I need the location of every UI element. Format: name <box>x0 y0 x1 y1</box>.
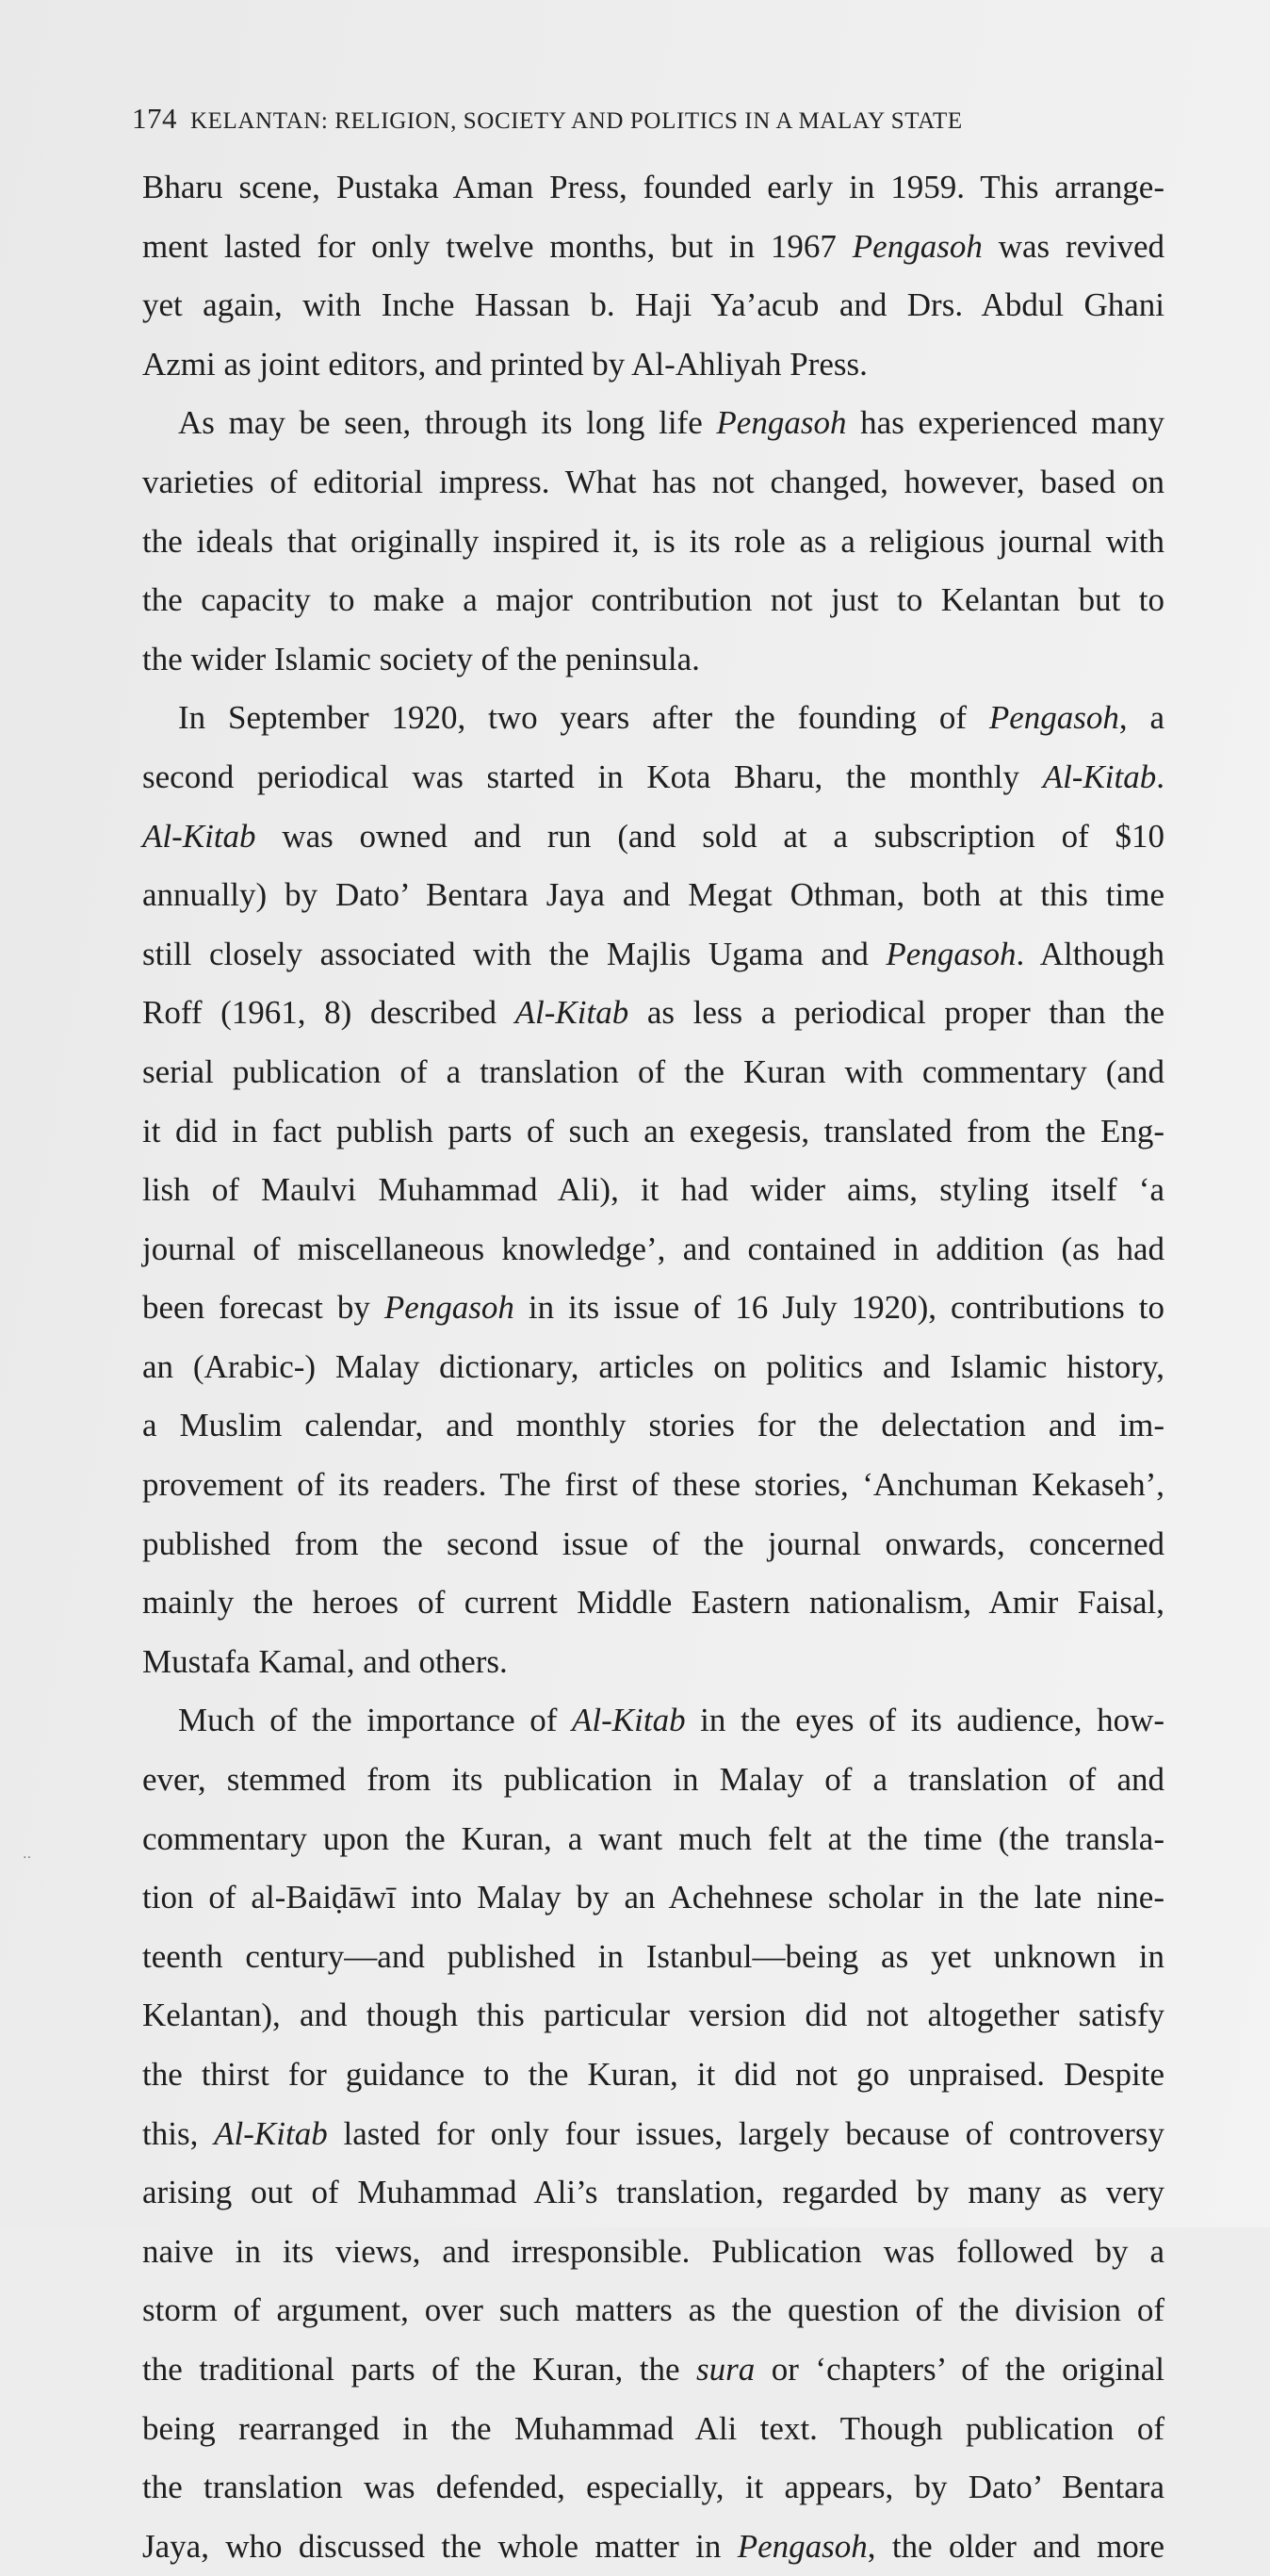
text-line <box>142 218 1164 277</box>
text-line <box>142 2458 1164 2518</box>
text-line <box>142 1161 1164 1220</box>
text-line <box>142 1515 1164 1574</box>
text-run: serial publication of a translation of the Kuran with commentary (and <box>142 1052 1164 1090</box>
text-run: journal of miscellaneous knowledge’, and contained in addition (as had <box>142 1230 1164 1267</box>
text-run: it did in fact publish parts of such an exegesis, translated from the Eng- <box>142 1112 1164 1149</box>
text-run: Bharu scene, Pustaka Aman Press, founded early in 1959. This arrange- <box>142 169 1164 205</box>
text-run: Roff (1961, 8) described <box>142 994 515 1032</box>
text-run: has experienced many <box>846 404 1164 442</box>
text-line <box>142 689 1164 748</box>
text-run: the wider Islamic society of the peninsula. <box>142 640 700 677</box>
text-line <box>142 1810 1164 1869</box>
text-run: Azmi as joint editors, and printed by Al-Ahliyah Press. <box>142 345 868 383</box>
text-run: been forecast by <box>142 1289 384 1327</box>
text-run: the traditional parts of the Kuran, the <box>142 2350 697 2388</box>
text-run: storm of argument, over such matters as the question of the division of <box>142 2291 1164 2329</box>
running-head <box>132 102 1112 136</box>
text-run: mainly the heroes of current Middle Eastern nationalism, Amir Faisal, <box>142 1584 1164 1622</box>
text-line <box>142 2046 1164 2105</box>
text-line <box>142 807 1164 867</box>
text-run: Mustafa Kamal, and others. <box>142 1642 508 1680</box>
text-run: . Although <box>1016 935 1164 972</box>
text-line <box>142 158 1164 218</box>
text-run: was revived <box>982 227 1164 265</box>
text-line <box>142 1279 1164 1338</box>
italic-title: Pengasoh <box>383 1289 514 1327</box>
text-line <box>142 630 1164 690</box>
paragraph <box>142 689 1164 1691</box>
text-run: provement of its readers. The first of these stories, ‘Anchuman Kekaseh’, <box>142 1466 1164 1504</box>
text-line <box>142 1928 1164 1987</box>
italic-title: Pengasoh <box>852 227 983 265</box>
text-line <box>142 453 1164 513</box>
text-run: . <box>1156 758 1164 795</box>
italic-title: Pengasoh <box>886 935 1017 972</box>
text-line <box>142 1396 1164 1456</box>
text-run: naive in its views, and irresponsible. Publication was followed by a <box>142 2232 1164 2270</box>
text-run: teenth century—and published in Istanbul—being as yet unknown in <box>142 1937 1164 1975</box>
text-run: annually) by Dato’ Bentara Jaya and Megat Othman, both at this time <box>142 876 1164 914</box>
text-run: the capacity to make a major contribution not just to Kelantan but to <box>142 581 1164 619</box>
text-run: tion of al-Baiḍāwī into Malay by an Achehnese scholar in the late nine- <box>142 1879 1164 1916</box>
text-run: ever, stemmed from its publication in Malay of a translation of and <box>142 1761 1164 1799</box>
text-line <box>142 1456 1164 1515</box>
text-run: in the eyes of its audience, how- <box>685 1702 1165 1739</box>
text-line <box>142 2400 1164 2459</box>
text-run: the translation was defended, especially, it appears, by Dato’ Bentara <box>142 2469 1164 2506</box>
text-line <box>142 1573 1164 1633</box>
text-line <box>142 866 1164 925</box>
paragraph <box>142 158 1164 394</box>
text-line <box>142 513 1164 572</box>
running-head-title: KELANTAN: RELIGION, SOCIETY AND POLITICS IN A MALAY STATE <box>190 108 963 134</box>
text-line <box>142 571 1164 630</box>
text-run: in its issue of 16 July 1920), contributions to <box>513 1289 1164 1327</box>
text-line <box>142 2223 1164 2282</box>
text-run: ment lasted for only twelve months, but in 1967 <box>142 227 853 265</box>
text-line <box>142 394 1164 453</box>
text-line <box>142 1633 1164 1692</box>
paragraph <box>142 1691 1164 2576</box>
text-run: this, <box>142 2114 215 2152</box>
italic-title: sura <box>696 2350 756 2388</box>
text-run: arising out of Muhammad Ali’s translation, regarded by many as very <box>142 2174 1164 2211</box>
text-line <box>142 2518 1164 2576</box>
text-line <box>142 1102 1164 1162</box>
text-run: lasted for only four issues, largely because of controversy <box>327 2114 1164 2152</box>
text-run: an (Arabic-) Malay dictionary, articles on politics and Islamic history, <box>142 1347 1164 1385</box>
body-text <box>142 158 1164 2576</box>
text-line <box>142 335 1164 395</box>
text-run: Much of the importance of <box>178 1702 573 1739</box>
italic-title: Al-Kitab <box>214 2114 328 2152</box>
italic-title: Al-Kitab <box>1042 758 1157 795</box>
text-run: In September 1920, two years after the founding of <box>178 699 989 737</box>
text-line <box>142 276 1164 335</box>
italic-title: Al-Kitab <box>142 817 256 855</box>
paragraph <box>142 394 1164 689</box>
text-run: , the older and more <box>867 2527 1164 2565</box>
text-run: , a <box>1118 699 1164 737</box>
italic-title: Pengasoh <box>716 404 847 442</box>
text-line <box>142 984 1164 1043</box>
text-line <box>142 2105 1164 2164</box>
text-run: Jaya, who discussed the whole matter in <box>142 2527 738 2565</box>
text-run: As may be seen, through its long life <box>178 404 717 442</box>
text-line <box>142 1691 1164 1751</box>
text-line <box>142 2163 1164 2223</box>
page-number: 174 <box>132 102 177 135</box>
text-run: commentary upon the Kuran, a want much felt at the time (the transla- <box>142 1819 1164 1857</box>
text-run: as less a periodical proper than the <box>628 994 1165 1032</box>
text-run: varieties of editorial impress. What has not changed, however, based on <box>142 463 1164 500</box>
text-run: being rearranged in the Muhammad Ali text. Though publication of <box>142 2409 1164 2447</box>
italic-title: Al-Kitab <box>572 1702 686 1739</box>
text-line <box>142 925 1164 985</box>
text-run: or ‘chapters’ of the original <box>755 2350 1165 2388</box>
text-line <box>142 1220 1164 1280</box>
text-run: second periodical was started in Kota Bharu, the monthly <box>142 758 1043 795</box>
text-run: yet again, with Inche Hassan b. Haji Ya’acub and Drs. Abdul Ghani <box>142 286 1164 324</box>
italic-title: Pengasoh <box>988 699 1119 737</box>
text-line <box>142 1751 1164 1810</box>
text-run: a Muslim calendar, and monthly stories for the delectation and im- <box>142 1407 1164 1444</box>
text-line <box>142 2340 1164 2400</box>
text-line <box>142 1043 1164 1102</box>
text-run: lish of Maulvi Muhammad Ali), it had wider aims, styling itself ‘a <box>142 1171 1164 1209</box>
italic-title: Al-Kitab <box>514 994 629 1032</box>
text-line <box>142 748 1164 807</box>
text-line <box>142 2281 1164 2340</box>
text-run: published from the second issue of the journal onwards, concerned <box>142 1524 1164 1562</box>
text-run: still closely associated with the Majlis Ugama and <box>142 935 887 972</box>
text-run: was owned and run (and sold at a subscription of $10 <box>255 817 1164 855</box>
text-run: the thirst for guidance to the Kuran, it did not go unpraised. Despite <box>142 2056 1164 2093</box>
text-run: the ideals that originally inspired it, is its role as a religious journal with <box>142 522 1164 560</box>
italic-title: Pengasoh <box>737 2527 868 2565</box>
text-line <box>142 1338 1164 1397</box>
paper-speck: ․․ <box>23 1848 32 1862</box>
text-run: Kelantan), and though this particular version did not altogether satisfy <box>142 1997 1164 2034</box>
text-line <box>142 1986 1164 2046</box>
text-line <box>142 1868 1164 1928</box>
